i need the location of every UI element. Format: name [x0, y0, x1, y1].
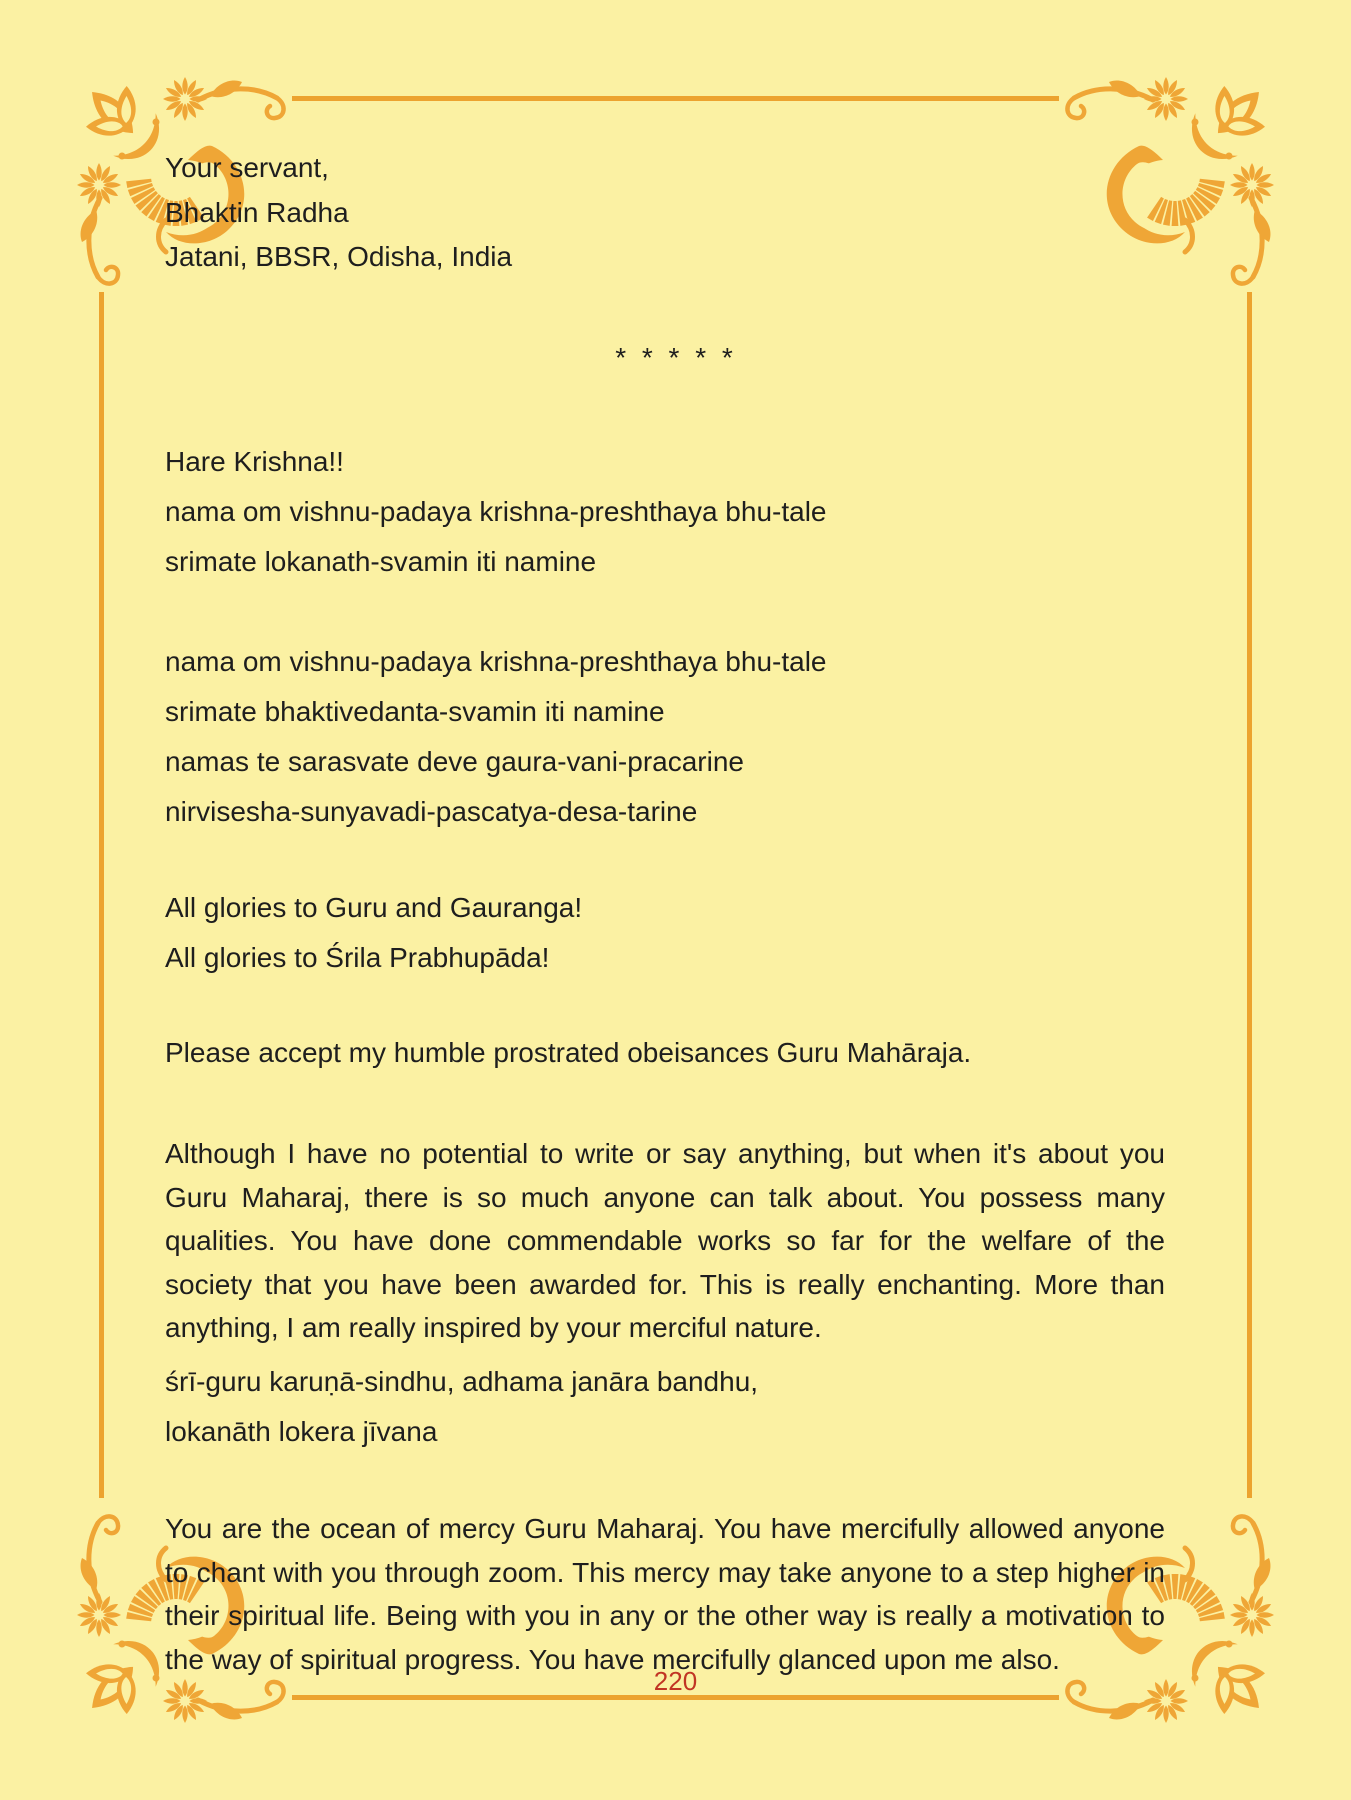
paragraph-mercy: You are the ocean of mercy Guru Maharaj. You have mercifully allowed anyone to chant with you through zoom. This mercy may take anyone to a step higher in their spiritual life. Being with you in any or the other way is really a motivation to the way of spiritual progress. You have mercifully glanced upon me also.: [165, 1513, 1165, 1675]
verse-line: nama om vishnu-padaya krishna-preshthaya bhu-tale: [165, 496, 827, 527]
bengali-verse: [165, 1357, 758, 1457]
glories-block: [165, 883, 582, 983]
border-line-right: [1247, 292, 1252, 1498]
signature-location: Jatani, BBSR, Odisha, India: [165, 241, 513, 272]
signature-name: Bhaktin Radha: [165, 196, 349, 228]
obeisance-line: Please accept my humble prostrated obeisances Guru Mahāraja.: [165, 1037, 972, 1068]
signature-closing: Your servant,: [165, 152, 329, 183]
greeting-line: Hare Krishna!!: [165, 446, 344, 477]
paragraph-qualities: Although I have no potential to write or say anything, but when it's about you Guru Maharaj, there is so much anyone can talk about. You possess many qualities. You have done commendable works so far for the welfare of the society that you have been awarded for. This is really enchanting. More than anything, I am really inspired by your merciful nature.: [165, 1138, 1165, 1344]
obeisance-block: [165, 1028, 971, 1078]
prabhupada-pranama: [165, 637, 827, 837]
verse-line: nirvisesha-sunyavadi-pascatya-desa-tarine: [165, 796, 698, 827]
verse-line: nama om vishnu-padaya krishna-preshthaya bhu-tale: [165, 646, 827, 677]
glories-line: All glories to Guru and Gauranga!: [165, 892, 583, 923]
section-separator-stars: * * * * *: [615, 342, 736, 373]
greeting-and-guru-pranama: [165, 437, 827, 587]
verse-line: srimate lokanath-svamin iti namine: [165, 546, 597, 577]
verse-line: lokanāth lokera jīvana: [165, 1416, 438, 1447]
border-line-top: [292, 96, 1059, 101]
glories-line: All glories to Śrila Prabhupāda!: [165, 942, 550, 973]
page-number: 220: [653, 1666, 698, 1696]
verse-line: namas te sarasvate deve gaura-vani-pracarine: [165, 746, 744, 777]
verse-line: srimate bhaktivedanta-svamin iti namine: [165, 696, 665, 727]
corner-ornament-top-right: [1051, 70, 1281, 300]
signature-block: [165, 146, 512, 280]
border-line-left: [99, 292, 104, 1498]
verse-line: śrī-guru karuṇā-sindhu, adhama janāra bandhu,: [165, 1366, 759, 1397]
